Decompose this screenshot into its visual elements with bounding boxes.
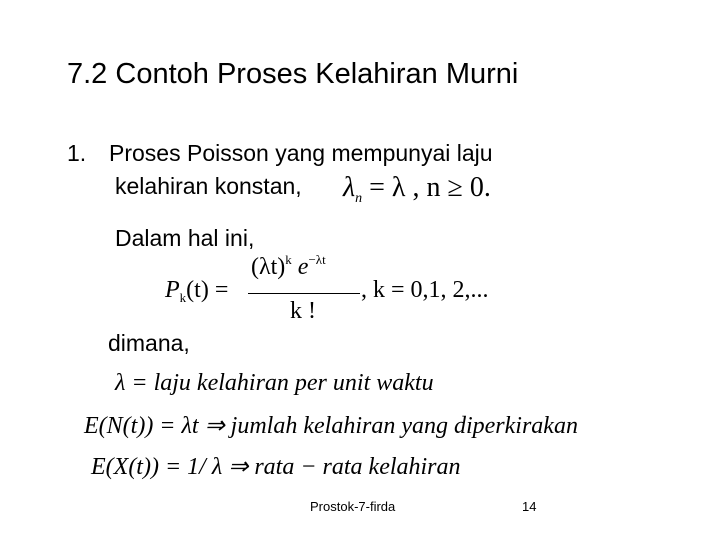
footer-label: Prostok-7-firda [310, 499, 396, 514]
fraction-bar [248, 293, 360, 294]
formula-numerator [251, 252, 326, 281]
formula-p: P [165, 277, 180, 303]
slide-title: 7.2 Contoh Proses Kelahiran Murni [67, 58, 519, 90]
list-item-text-line2: kelahiran konstan, [115, 173, 302, 199]
formula-lhs [165, 277, 228, 306]
dimana-text: dimana, [108, 330, 190, 356]
formula-denominator: k ! [290, 298, 316, 324]
formula-num-sup2: −λt [308, 252, 326, 267]
formula-p-sub: k [179, 290, 187, 305]
formula-num-sup1: k [285, 252, 292, 267]
page-number: 14 [522, 499, 537, 514]
lambda-symbol: λ [343, 172, 356, 203]
formula-num-main: (λt) [251, 254, 286, 280]
list-item-text-line1: Proses Poisson yang mempunyai laju [109, 140, 493, 166]
definition-expected-births: E(N(t)) = λt ⇒ jumlah kelahiran yang diperkirakan [84, 413, 578, 439]
definition-mean-interbirth: E(X(t)) = 1/ λ ⇒ rata − rata kelahiran [91, 454, 461, 480]
formula-num-e: e [291, 254, 309, 280]
definition-lambda: λ = laju kelahiran per unit waktu [115, 370, 434, 396]
dalam-text: Dalam hal ini, [115, 225, 255, 251]
condition-rest: = λ , n ≥ 0. [362, 172, 491, 203]
formula-rhs: , k = 0,1, 2,... [361, 277, 489, 303]
poisson-formula [165, 252, 525, 332]
birth-rate-condition [343, 172, 491, 207]
formula-lhs-tail: (t) = [186, 277, 229, 303]
lambda-subscript: n [355, 191, 363, 206]
list-item-number: 1. [67, 140, 87, 166]
